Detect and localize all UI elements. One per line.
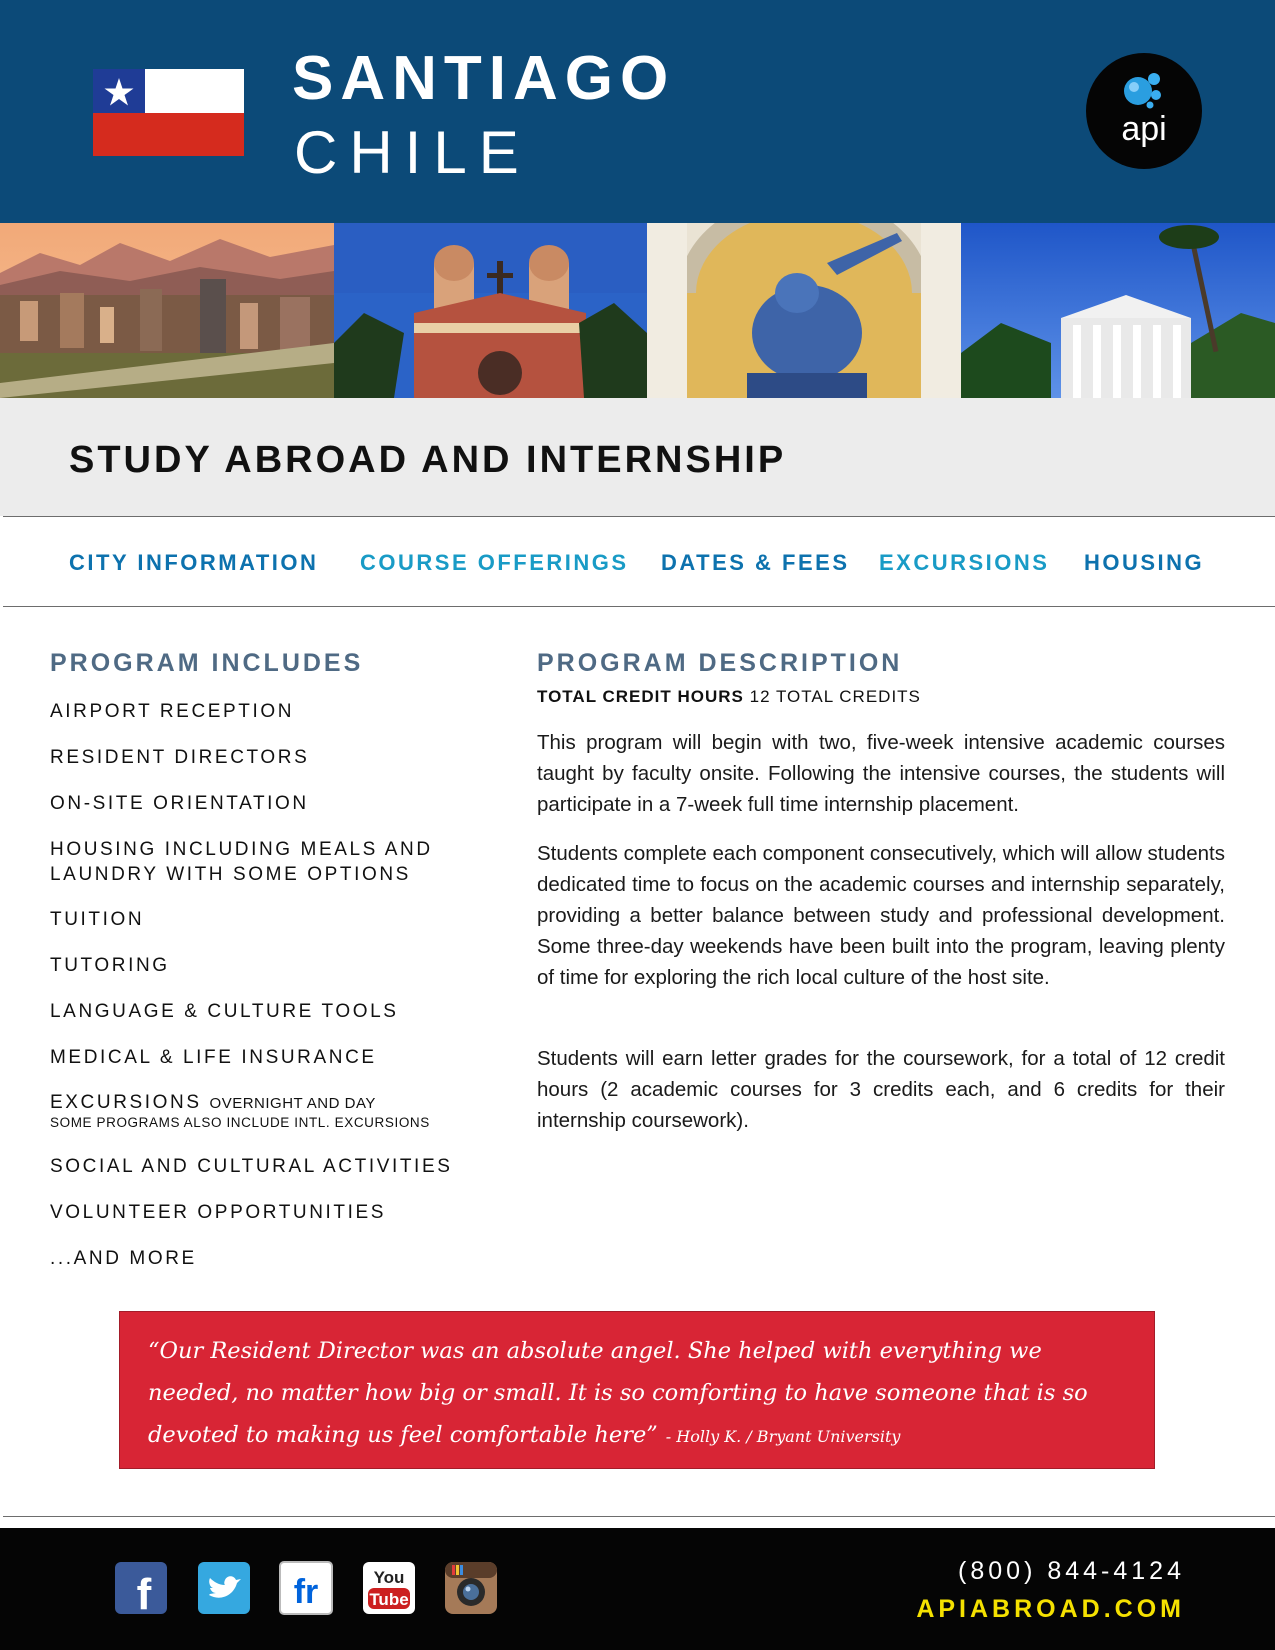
include-item: ...AND MORE (50, 1248, 197, 1269)
include-item: VOLUNTEER OPPORTUNITIES (50, 1202, 387, 1223)
testimonial-attribution: - Holly K. / Bryant University (665, 1427, 901, 1446)
chile-flag-icon (93, 69, 244, 156)
credit-hours-value: 12 TOTAL CREDITS (749, 687, 921, 706)
twitter-icon[interactable] (197, 1561, 251, 1615)
divider-nav (3, 606, 1275, 607)
photo-church (334, 223, 647, 398)
excursions-note-secondary: SOME PROGRAMS ALSO INCLUDE INTL. EXCURSIONS (50, 1115, 430, 1130)
divider-top (3, 516, 1275, 517)
nav-dates-fees[interactable]: DATES & FEES (661, 550, 850, 575)
credit-hours-label: TOTAL CREDIT HOURS (537, 687, 744, 706)
include-item: TUTORING (50, 955, 170, 976)
photo-statue (647, 223, 961, 398)
credit-hours (537, 686, 921, 708)
country-title: CHILE (294, 119, 531, 186)
testimonial-box (119, 1311, 1155, 1469)
flickr-icon[interactable] (279, 1561, 333, 1615)
include-item: RESIDENT DIRECTORS (50, 747, 310, 768)
logo-text: api (1121, 110, 1167, 148)
description-paragraph: This program will begin with two, five-week intensive academic courses taught by faculty onsite. Following the intensive courses, the students will participate in a 7-week full time internship placement. (537, 731, 1225, 816)
facebook-icon[interactable] (114, 1561, 168, 1615)
testimonial-text: “Our Resident Director was an absolute angel. She helped with everything we needed, no matter how big or small. It is so comforting to have someone that is so devoted to making us feel comfortable here” (148, 1338, 1088, 1448)
photo-building (961, 223, 1275, 398)
nav-city-information[interactable]: CITY INFORMATION (69, 550, 319, 575)
include-item: SOCIAL AND CULTURAL ACTIVITIES (50, 1156, 453, 1177)
program-description-heading: PROGRAM DESCRIPTION (537, 649, 903, 677)
include-item: ON-SITE ORIENTATION (50, 793, 309, 814)
include-item: MEDICAL & LIFE INSURANCE (50, 1047, 377, 1068)
nav-excursions[interactable]: EXCURSIONS (879, 550, 1050, 575)
phone-number[interactable]: (800) 844-4124 (958, 1557, 1185, 1585)
footer-bar (0, 1528, 1275, 1650)
program-title: STUDY ABROAD AND INTERNSHIP (69, 439, 787, 481)
photo-city-skyline (0, 223, 334, 398)
description-paragraph: Students will earn letter grades for the coursework, for a total of 12 credit hours (2 academic courses for 3 credits each, and 6 credits for their internship coursework). (537, 1047, 1225, 1132)
include-item: TUITION (50, 909, 145, 930)
youtube-glyph-top: You (373, 1568, 405, 1587)
facebook-glyph: f (136, 1570, 152, 1615)
nav-housing[interactable]: HOUSING (1084, 550, 1205, 575)
include-item-label: EXCURSIONS (50, 1092, 202, 1113)
testimonial (148, 1330, 1138, 1458)
include-item: HOUSING INCLUDING MEALS AND (50, 839, 433, 860)
include-item: LANGUAGE & CULTURE TOOLS (50, 1001, 399, 1022)
api-logo[interactable] (1086, 53, 1202, 169)
include-item: AIRPORT RECEPTION (50, 701, 295, 722)
program-includes-heading: PROGRAM INCLUDES (50, 649, 364, 677)
website-link[interactable]: APIABROAD.COM (916, 1595, 1185, 1623)
divider-bottom (3, 1516, 1275, 1517)
youtube-icon[interactable] (362, 1561, 416, 1615)
nav-course-offerings[interactable]: COURSE OFFERINGS (360, 550, 629, 575)
include-item-excursions (50, 1090, 376, 1116)
city-title: SANTIAGO (292, 44, 676, 113)
description-paragraph: Students complete each component consecutively, which will allow students dedicated time to focus on the academic courses and internship separately, providing a better balance between study and professional development. Some three-day weekends have been built into the program, leaving plenty of time for exploring the rich local culture of the host site. (537, 842, 1225, 989)
instagram-icon[interactable] (444, 1561, 498, 1615)
include-item: LAUNDRY WITH SOME OPTIONS (50, 864, 411, 885)
flickr-glyph: fr (293, 1573, 319, 1611)
youtube-glyph-bottom: Tube (369, 1590, 409, 1609)
excursions-note: OVERNIGHT AND DAY (209, 1095, 376, 1112)
